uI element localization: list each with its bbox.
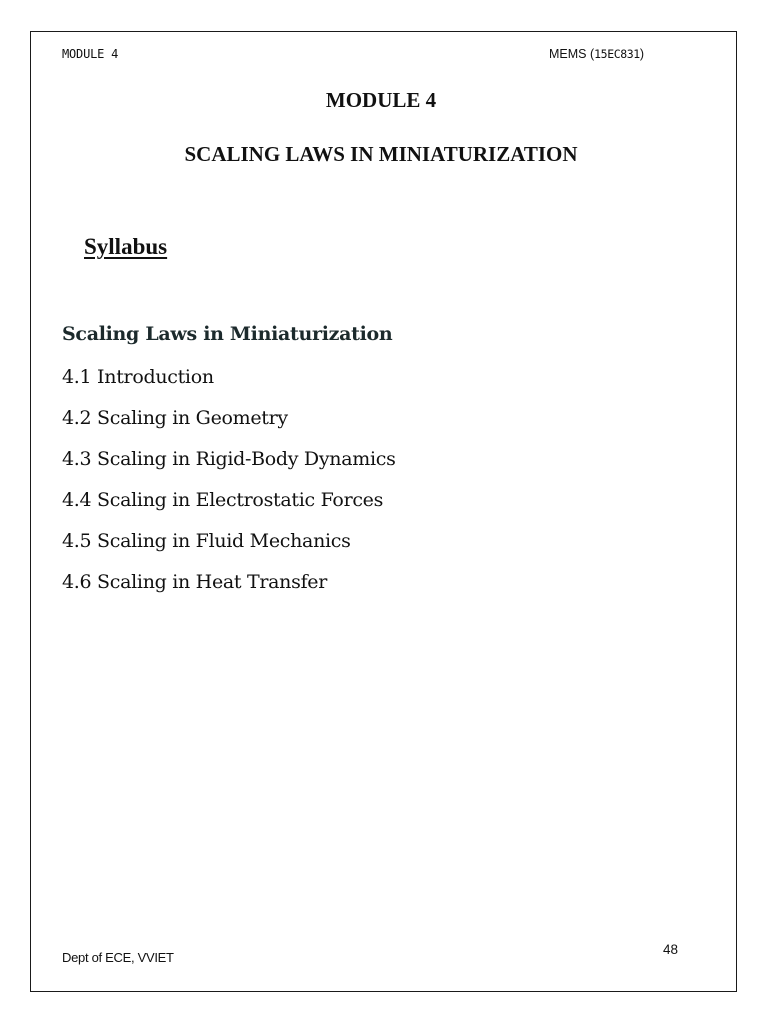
- topic-item: 4.6 Scaling in Heat Transfer: [62, 571, 328, 593]
- topic-item: 4.3 Scaling in Rigid-Body Dynamics: [62, 448, 396, 470]
- module-title: MODULE 4: [325, 88, 437, 112]
- topic-list: [62, 364, 396, 610]
- header-course-prefix: MEMS (: [549, 47, 595, 61]
- topic-item: 4.2 Scaling in Geometry: [62, 407, 288, 429]
- topic-item: 4.1 Introduction: [62, 366, 214, 388]
- syllabus-heading: Syllabus: [84, 234, 168, 259]
- header-module-label: MODULE 4: [62, 47, 119, 61]
- topic-item: 4.5 Scaling in Fluid Mechanics: [62, 530, 351, 552]
- chapter-title: SCALING LAWS IN MINIATURIZATION: [184, 142, 578, 166]
- header-course-code: 15EC831: [594, 47, 640, 61]
- header-course-label: [549, 47, 644, 61]
- footer-department: Dept of ECE, VVIET: [62, 950, 174, 965]
- topic-item: 4.4 Scaling in Electrostatic Forces: [62, 489, 384, 511]
- section-heading: Scaling Laws in Miniaturization: [62, 323, 393, 345]
- header-course-suffix: ): [639, 47, 644, 61]
- page-number: 48: [663, 942, 679, 957]
